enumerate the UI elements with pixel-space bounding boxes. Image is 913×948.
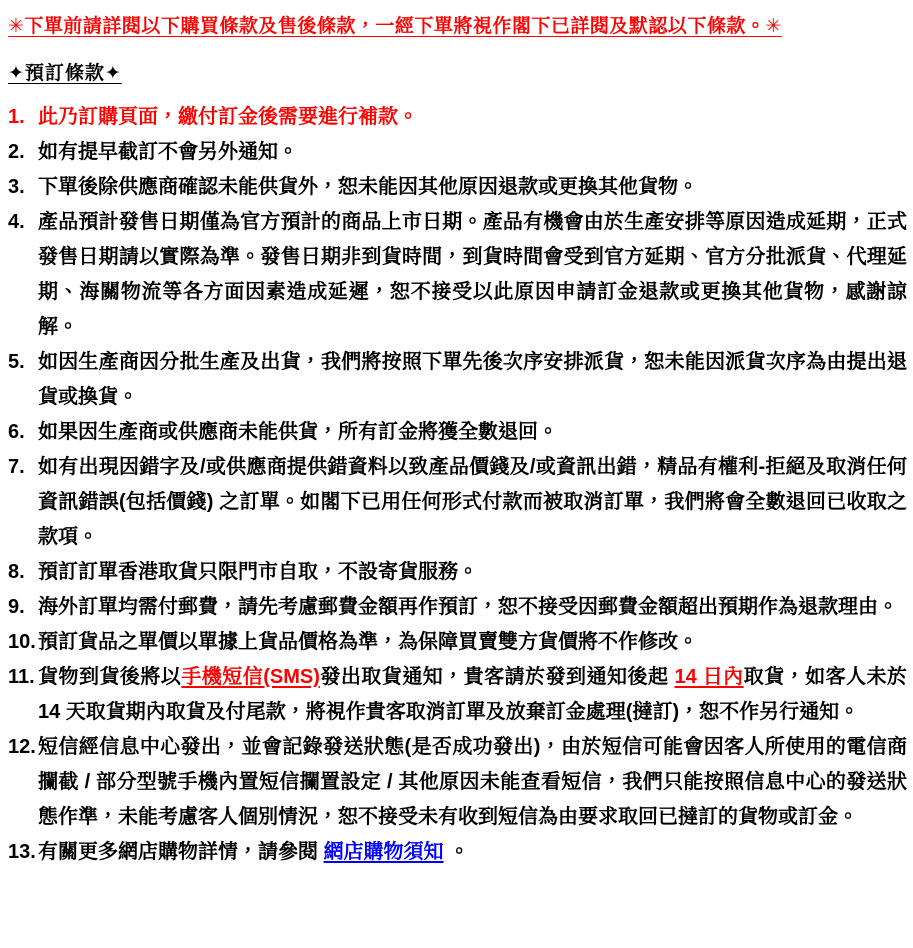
term-number: 10. <box>8 631 36 653</box>
term-text <box>38 170 907 205</box>
term-text <box>38 205 907 345</box>
term-text-segment: 短信經信息中心發出，並會記錄發送狀態(是否成功發出)，由於短信可能會因客人所使用的電信商攔截 / 部分型號手機內置短信攔置設定 / 其他原因未能查看短信，我們只能按照信息中心的發送狀態作準，未能考慮客人個別情況，恕不接受未有收到短信為由要求取回已撻訂的貨物或訂金。 <box>38 736 907 828</box>
purchase-warning-header: ✳下單前請詳閱以下購買條款及售後條款，一經下單將視作閣下已詳閱及默認以下條款。✳ <box>8 16 782 37</box>
terms-list <box>8 100 907 870</box>
pickup-deadline-link[interactable]: 14 日內 <box>674 666 744 688</box>
term-text-segment: 下單後除供應商確認未能供貨外，恕未能因其他原因退款或更換其他貨物。 <box>38 176 698 198</box>
term-text <box>38 730 907 835</box>
term-text-segment: 海外訂單均需付郵費，請先考慮郵費金額再作預訂，恕不接受因郵費金額超出預期作為退款理由。 <box>38 596 898 618</box>
term-number: 6. <box>8 421 25 443</box>
term-item-6 <box>8 415 907 450</box>
term-text-segment: 如因生產商因分批生產及出貨，我們將按照下單先後次序安排派貨，恕未能因派貨次序為由提出退貨或換貨。 <box>38 351 907 408</box>
term-number: 8. <box>8 561 25 583</box>
term-item-2 <box>8 135 907 170</box>
term-item-11 <box>8 660 907 730</box>
term-item-3 <box>8 170 907 205</box>
preorder-terms-title: ✦預訂條款✦ <box>8 63 122 84</box>
term-number: 13. <box>8 841 36 863</box>
term-text-segment: 此乃訂購頁面，繳付訂金後需要進行補款。 <box>38 106 418 128</box>
term-text <box>38 555 907 590</box>
term-number: 7. <box>8 456 25 478</box>
term-text-segment: 產品預計發售日期僅為官方預計的商品上市日期。產品有機會由於生產安排等原因造成延期，正式發售日期請以實際為準。發售日期非到貨時間，到貨時間會受到官方延期、官方分批派貨、代理延期、海關物流等各方面因素造成延遲，恕不接受以此原因申請訂金退款或更換其他貨物，感謝諒解。 <box>38 211 907 338</box>
term-text-segment: 如果因生產商或供應商未能供貨，所有訂金將獲全數退回。 <box>38 421 558 443</box>
shop-guide-link[interactable]: 網店購物須知 <box>323 841 444 863</box>
term-number: 12. <box>8 736 36 758</box>
term-item-10 <box>8 625 907 660</box>
term-text-segment: 如有出現因錯字及/或供應商提供錯資料以致產品價錢及/或資訊出錯，精品有權利-拒絕及取消任何資訊錯誤(包括價錢) 之訂單。如閣下已用任何形式付款而被取消訂單，我們將會全數退回已收取之款項。 <box>38 456 907 548</box>
term-text-segment: 發出取貨通知，貴客請於發到通知後起 <box>319 666 675 688</box>
term-text <box>38 100 907 135</box>
term-text <box>38 415 907 450</box>
term-item-13 <box>8 835 907 870</box>
term-text <box>38 660 907 730</box>
term-text-segment: 預訂貨品之單價以單據上貨品價格為準，為保障買賣雙方貨價將不作修改。 <box>38 631 698 653</box>
term-item-4 <box>8 205 907 345</box>
term-text-segment: 有關更多網店購物詳情，請參閱 <box>38 841 324 863</box>
term-text-segment: 預訂訂單香港取貨只限門市自取，不設寄貨服務。 <box>38 561 478 583</box>
term-item-12 <box>8 730 907 835</box>
term-number: 3. <box>8 176 25 198</box>
term-item-8 <box>8 555 907 590</box>
term-text <box>38 625 907 660</box>
term-number: 5. <box>8 351 25 373</box>
term-number: 11. <box>8 666 35 688</box>
term-text <box>38 590 907 625</box>
term-item-9 <box>8 590 907 625</box>
term-text <box>38 450 907 555</box>
sms-notice-link[interactable]: 手機短信(SMS) <box>181 666 320 688</box>
term-item-5 <box>8 345 907 415</box>
term-text-segment: 貨物到貨後將以 <box>38 666 182 688</box>
term-number: 4. <box>8 211 25 233</box>
term-text <box>38 345 907 415</box>
term-number: 1. <box>8 106 25 128</box>
term-text-segment: 取貨，如客人未於 14 天取貨期內取貨及付尾款，將視作貴客取消訂單及放棄訂金處理(撻訂)，恕不作另行通知。 <box>38 666 908 723</box>
term-number: 2. <box>8 141 25 163</box>
term-text <box>38 135 907 170</box>
term-number: 9. <box>8 596 25 618</box>
term-item-7 <box>8 450 907 555</box>
term-text-segment: 。 <box>443 841 470 863</box>
term-item-1 <box>8 100 907 135</box>
term-text <box>38 835 907 870</box>
term-text-segment: 如有提早截訂不會另外通知。 <box>38 141 298 163</box>
